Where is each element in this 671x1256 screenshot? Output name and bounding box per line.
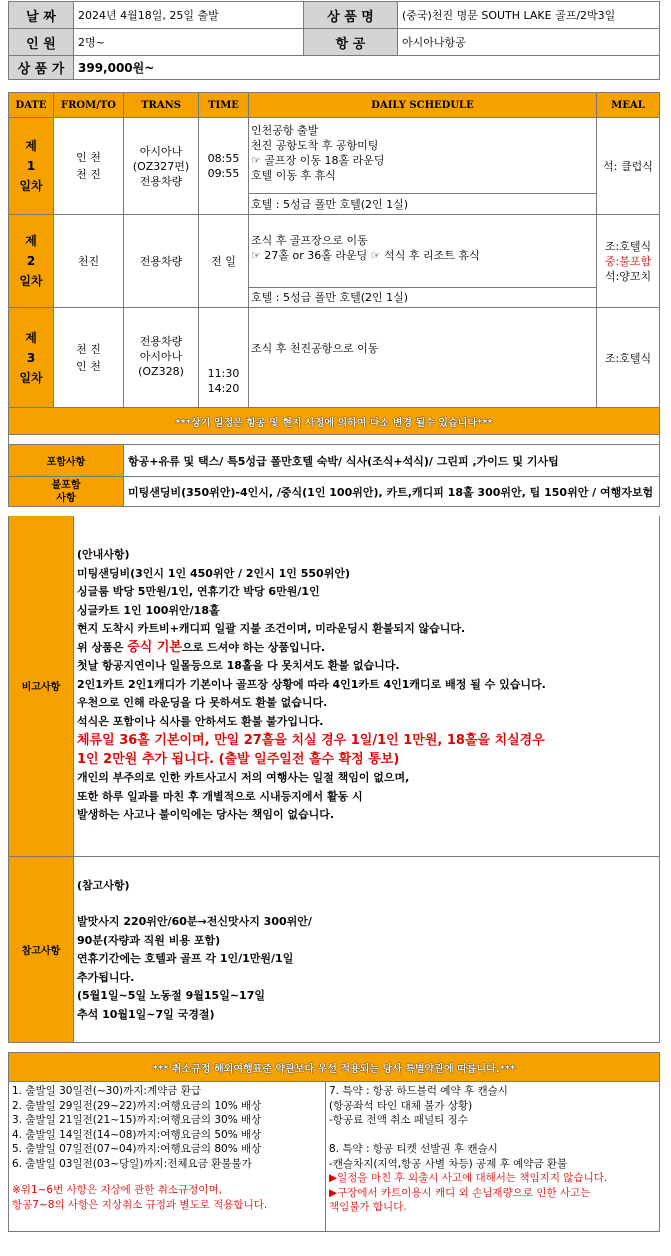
day-2-trans: 전용차량 [124, 215, 199, 308]
day-2-time: 전 일 [199, 215, 249, 308]
day-1-trans: 아시아나 (OZ327편) 전용차량 [124, 118, 199, 215]
day-1-meal: 석: 클럽식 [597, 118, 660, 215]
price-label: 상 품 가 [9, 56, 74, 80]
included-label: 포함사항 [9, 445, 124, 477]
people-value: 2명~ [74, 29, 304, 56]
airline-label: 항 공 [304, 29, 398, 56]
schedule-table [8, 92, 660, 507]
day-1-hotel: 호텔 : 5성급 폴만 호텔(2인 1실) [249, 194, 597, 215]
reference-label: 참고사항 [9, 856, 74, 1042]
remarks-label: 비고사항 [9, 516, 74, 856]
day-3-meal: 조:호텔식 [597, 308, 660, 408]
excluded-label: 불포함 사항 [9, 477, 124, 507]
date-value: 2024년 4월18일, 25일 출발 [74, 2, 304, 29]
day-2-hotel: 호텔 : 5성급 폴만 호텔(2인 1실) [249, 288, 597, 308]
day-2-label: 제 2 일차 [9, 215, 54, 308]
day-3-fromto: 천 진 인 천 [54, 308, 124, 408]
cancellation-right: 7. 특약 : 항공 하드블럭 예약 후 캔슬시 (항공좌석 타인 대체 불가 상황) -항공료 전액 취소 패널티 징수 8. 특약 : 항공 티켓 선발권 후 캔슬시 -캔슬차지(지역,항공 사별 차등) 공제 후 예약금 환불 ▶일정을 마친 후 외출시 사고에 대해서는 책임지지 않습니다. ▶구장에서 카트이용시 캐디 외 손님재량으로 인한 사고는 책임불가 합니다. [326, 1082, 660, 1232]
cancellation-table [8, 1052, 660, 1232]
header-table [8, 1, 660, 80]
day-3-trans: 전용차량 아시아나 (OZ328) [124, 308, 199, 408]
day-1-schedule: 인천공항 출발 천진 공항도착 후 공항미팅 ☞ 골프장 이동 18홀 라운딩 호텔 이동 후 휴식 [249, 118, 597, 194]
price-value: 399,000원~ [74, 56, 660, 80]
col-fromto: FROM/TO [54, 93, 124, 118]
reference-content: (참고사항) 발맛사지 220위안/60분→전신맛사지 300위안/ 90분(자량과 직원 비용 포함) 연휴기간에는 호텔과 골프 각 1인/1만원/1일 추가됩니다. (5월1일~5일 노동절 9월15일~17일 추석 10월1일~7일 국경절) [74, 856, 660, 1042]
schedule-notice: ***상기 일정은 항공 및 현지 사정에 의하여 다소 변경 될수 있습니다*** [9, 408, 660, 435]
day-3-label: 제 3 일차 [9, 308, 54, 408]
included-text: 항공+유류 및 택스/ 특5성급 폴만호텔 숙박/ 식사(조식+석식)/ 그린피 ,가이드 및 기사팁 [124, 445, 660, 477]
product-value: (중국)천진 명문 SOUTH LAKE 골프/2박3일 [398, 2, 660, 29]
day-1-label: 제 1 일차 [9, 118, 54, 215]
day-2-schedule: 조식 후 골프장으로 이동 ☞ 27홀 or 36홀 라운딩 ☞ 석식 후 리조트 휴식 [249, 215, 597, 288]
product-label: 상 품 명 [304, 2, 398, 29]
cancellation-title: *** 취소규정 해외여행표준 약관보다 우선 적용되는 당사 특별약관에 따릅니다.*** [9, 1053, 660, 1082]
day-2-fromto: 천진 [54, 215, 124, 308]
day-2-meal: 조:호텔식 중:불포함 석:양꼬치 [597, 215, 660, 308]
excluded-text: 미팅샌딩비(350위안)-4인시, /중식(1인 100위안), 카트,캐디피 18홀 300위안, 팁 150위안 / 여행자보험 [124, 477, 660, 507]
date-label: 날 짜 [9, 2, 74, 29]
cancellation-left: 1. 출발일 30일전(~30)까지:계약금 환급 2. 출발일 29일전(29~22)까지:여행요금의 10% 배상 3. 출발일 21일전(21~15)까지:여행요금의 30% 배상 4. 출발일 14일전(14~08)까지:여행요금의 50% 배상 5. 출발일 07일전(07~04)까지:여행요금의 80% 배상 6. 출발일 03일전(03~당일)까지:전체요금 환불불가 ※위1~6번 사항은 지상에 관한 취소규정이며, 항공7~8의 사항은 지상취소 규정과 별도로 적용합니다. [9, 1082, 326, 1232]
people-label: 인 원 [9, 29, 74, 56]
col-time: TIME [199, 93, 249, 118]
col-date: DATE [9, 93, 54, 118]
day-3-time: 11:30 14:20 [199, 308, 249, 408]
col-meal: MEAL [597, 93, 660, 118]
col-trans: TRANS [124, 93, 199, 118]
remarks-content: (안내사항) 미팅샌딩비(3인시 1인 450위안 / 2인시 1인 550위안) 싱글룸 박당 5만원/1인, 연휴기간 박당 6만원/1인 싱글카트 1인 100위안/18홀 현지 도착시 카트비+캐디피 일괄 지불 조건이며, 미라운딩시 환불되지 않습니다. 위 상품은 중식 기본으로 드셔야 하는 상품입니다. 첫날 항공지연이나 일몰등으로 18홀을 다 못치셔도 환불 없습니다. 2인1카트 2인1캐디가 기본이나 골프장 상황에 따라 4인1카트 4인1캐디로 배정 될 수 있습니다. 우천으로 인해 라운딩을 다 못하셔도 환불 없습니다. 석식은 포함이나 식사를 안하셔도 환불 불가입니다. 체류일 36홀 기본이며, 만일 27홀을 치실 경우 1일/1인 1만원, 18홀을 치실경우 1인 2만원 추가 됩니다. (출발 일주일전 홀수 확정 통보) 개인의 부주의로 인한 카트사고시 저의 여행사는 일절 책임이 없으며, 또한 하루 일과를 마친 후 개별적으로 시내등지에서 활동 시 발생하는 사고나 불이익에는 당사는 책임이 없습니다. [74, 516, 660, 856]
airline-value: 아시아나항공 [398, 29, 660, 56]
day-1-time: 08:55 09:55 [199, 118, 249, 215]
col-daily-schedule: DAILY SCHEDULE [249, 93, 597, 118]
day-1-fromto: 인 천 천 진 [54, 118, 124, 215]
day-3-schedule: 조식 후 천진공항으로 이동 [249, 308, 597, 408]
notes-table [8, 516, 660, 1043]
